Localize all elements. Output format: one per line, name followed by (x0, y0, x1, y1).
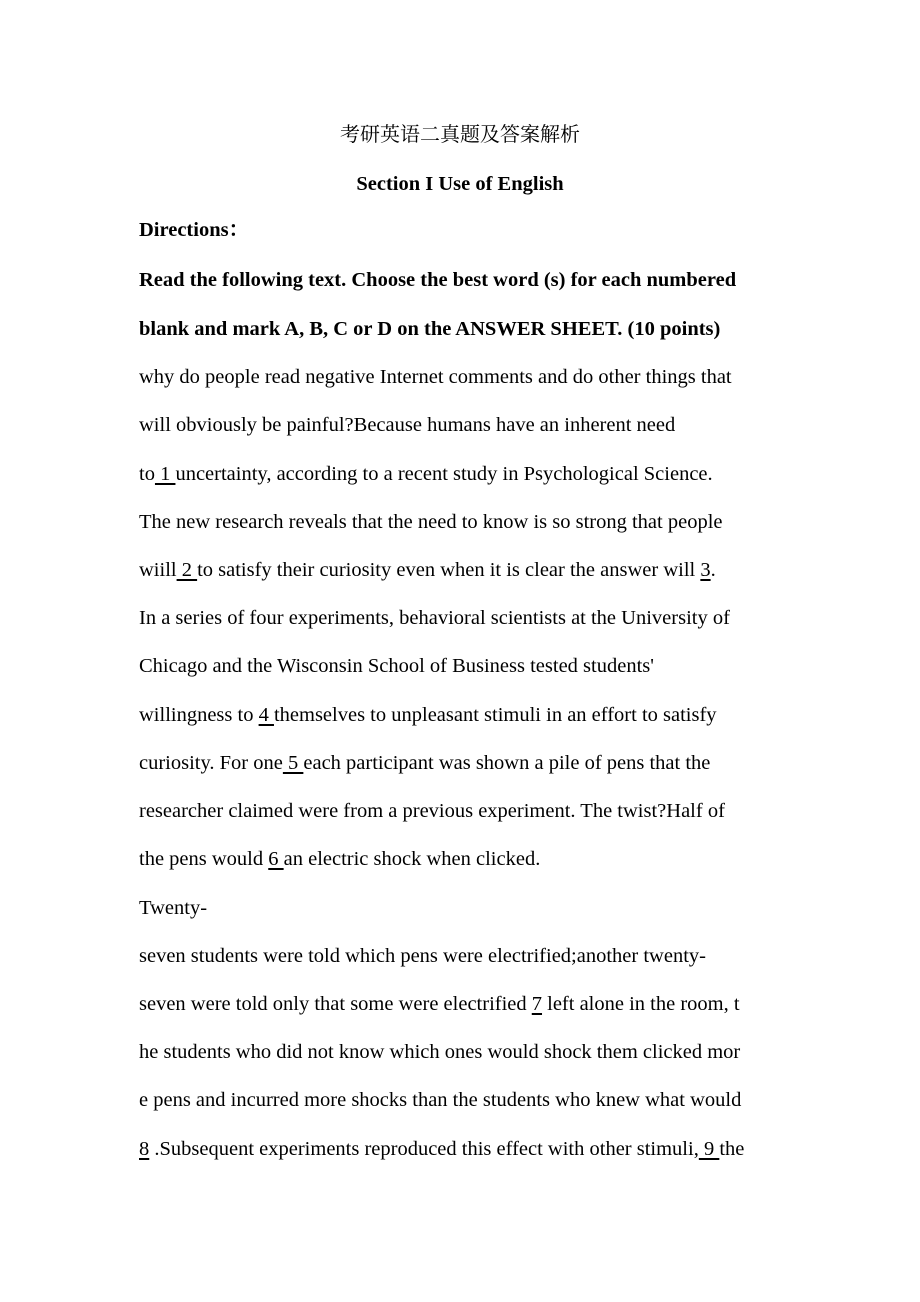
passage-text: seven were told only that some were electrified (139, 993, 532, 1015)
blank-9: 9 (698, 1138, 720, 1160)
blank-1: 1 (154, 463, 176, 485)
passage-text: the pens would (139, 848, 269, 870)
passage-line (139, 702, 717, 728)
passage-line: he students who did not know which ones would shock them clicked mor (139, 1041, 741, 1063)
passage-line: Chicago and the Wisconsin School of Business tested students' (139, 655, 654, 677)
passage-line (139, 1136, 744, 1162)
instructions-line: Read the following text. Choose the best word (s) for each numbered (139, 269, 737, 291)
passage-line (139, 461, 713, 487)
passage-line: Twenty- (139, 897, 208, 919)
passage-text: curiosity. For one (139, 752, 283, 774)
passage-text: willingness to (139, 704, 259, 726)
blank-6: 6 (268, 848, 284, 870)
passage-line: researcher claimed were from a previous experiment. The twist?Half of (139, 800, 725, 822)
document-title: 考研英语二真题及答案解析 (340, 122, 580, 146)
blank-4: 4 (258, 704, 274, 726)
passage-text: uncertainty, according to a recent study in Psychological Science. (175, 463, 713, 485)
passage-text: to (139, 463, 155, 485)
passage-text: each participant was shown a pile of pens that the (303, 752, 711, 774)
passage-text: themselves to unpleasant stimuli in an effort to satisfy (273, 704, 717, 726)
passage-line: why do people read negative Internet comments and do other things that (139, 366, 732, 388)
directions-label: Directions： (139, 219, 250, 241)
blank-2: 2 (176, 559, 198, 581)
passage-line (139, 750, 710, 776)
passage-line: The new research reveals that the need to know is so strong that people (139, 511, 723, 533)
blank-5: 5 (282, 752, 304, 774)
passage-text: .Subsequent experiments reproduced this effect with other stimuli, (149, 1138, 699, 1160)
passage-text: the (719, 1138, 745, 1160)
section-heading: Section I Use of English (356, 173, 564, 195)
passage-text: . (710, 559, 716, 581)
passage-text: wiill (139, 559, 177, 581)
instructions-line: blank and mark A, B, C or D on the ANSWER SHEET. (10 points) (139, 318, 721, 340)
passage-line: will obviously be painful?Because humans have an inherent need (139, 414, 676, 436)
blank-3: 3 (700, 559, 711, 581)
blank-8: 8 (139, 1138, 150, 1160)
passage-text: an electric shock when clicked. (283, 848, 541, 870)
passage-text: to satisfy their curiosity even when it is clear the answer will (197, 559, 701, 581)
blank-7: 7 (531, 993, 543, 1015)
passage-line: seven students were told which pens were electrified;another twenty- (139, 945, 706, 967)
passage-line: e pens and incurred more shocks than the students who knew what would (139, 1089, 742, 1111)
passage-line (139, 991, 740, 1017)
passage-line: In a series of four experiments, behavioral scientists at the University of (139, 607, 730, 629)
passage-text: left alone in the room, t (542, 993, 740, 1015)
passage-line (139, 557, 716, 583)
passage-line (139, 846, 540, 872)
